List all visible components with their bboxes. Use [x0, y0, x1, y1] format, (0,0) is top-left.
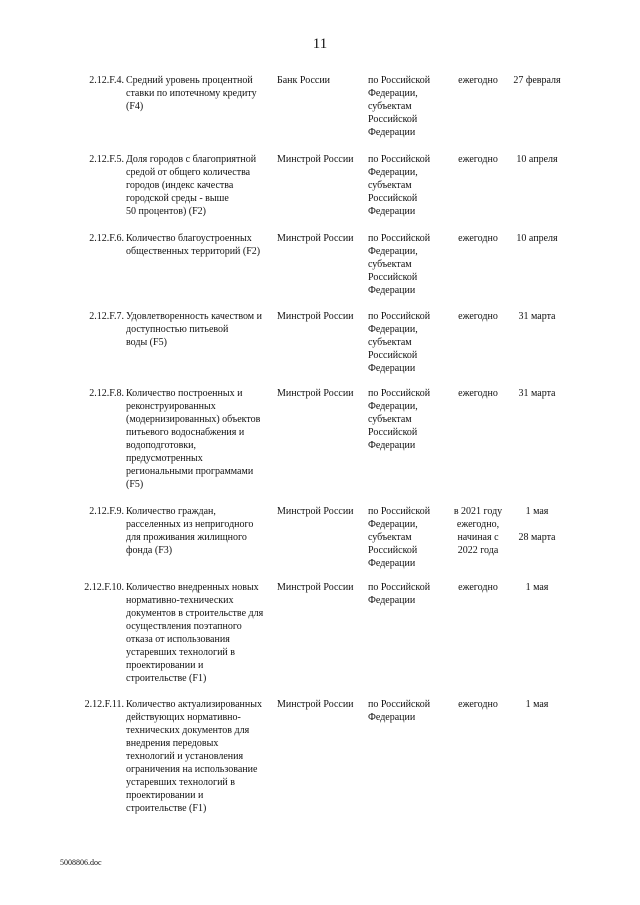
aggregation-level: по Российской Федерации, субъектам Российской Федерации: [368, 233, 431, 296]
aggregation-level: по Российской Федерации: [368, 699, 431, 723]
responsible-agency: Минстрой России: [277, 154, 354, 165]
aggregation-level: по Российской Федерации: [368, 582, 431, 606]
responsible-agency: Минстрой России: [277, 582, 354, 593]
frequency: в 2021 году ежегодно, начиная с 2022 года: [453, 506, 503, 556]
frequency: ежегодно: [458, 233, 498, 244]
indicator-name: Количество актуализированных действующих нормативно- технических документов для внедрения передовых технологий и установления ограничения на использование устаревших технологий в проектировании и строительстве (F1): [126, 699, 262, 814]
indicator-name: Доля городов с благоприятной средой от общего количества городов (индекс качества городской среды - выше 50 процентов) (F2): [126, 154, 257, 217]
indicator-number: 2.12.F.8.: [89, 388, 124, 399]
responsible-agency: Минстрой России: [277, 699, 354, 710]
responsible-agency: Банк России: [277, 75, 331, 86]
due-date: 10 апреля: [516, 233, 558, 244]
indicator-number: 2.12.F.9.: [89, 506, 124, 517]
aggregation-level: по Российской Федерации, субъектам Российской Федерации: [368, 311, 431, 374]
responsible-agency: Минстрой России: [277, 388, 354, 399]
indicator-name: Удовлетворенность качеством и доступностью питьевой воды (F5): [126, 311, 262, 348]
indicator-number: 2.12.F.7.: [89, 311, 124, 322]
frequency: ежегодно: [458, 75, 498, 86]
due-date: 10 апреля: [516, 154, 558, 165]
indicator-name: Количество граждан, расселенных из непригодного для проживания жилищного фонда (F3): [126, 506, 254, 556]
due-date: 1 мая: [525, 699, 549, 710]
due-date: 1 мая 28 марта: [518, 506, 556, 543]
indicator-number: 2.12.F.4.: [89, 75, 124, 86]
frequency: ежегодно: [458, 154, 498, 165]
aggregation-level: по Российской Федерации, субъектам Российской Федерации: [368, 154, 431, 217]
indicator-name: Средний уровень процентной ставки по ипотечному кредиту (F4): [126, 75, 257, 112]
frequency: ежегодно: [458, 582, 498, 593]
due-date: 31 марта: [518, 311, 556, 322]
due-date: 27 февраля: [513, 75, 561, 86]
responsible-agency: Минстрой России: [277, 506, 354, 517]
indicator-name: Количество благоустроенных общественных территорий (F2): [126, 233, 261, 257]
indicator-number: 2.12.F.11.: [84, 699, 124, 710]
indicator-name: Количество внедренных новых нормативно-технических документов в строительстве для осуществления поэтапного отказа от использования устаревших технологий в проектировании и строительстве (F1): [126, 582, 264, 684]
indicator-number: 2.12.F.6.: [89, 233, 124, 244]
indicator-number: 2.12.F.10.: [84, 582, 124, 593]
document-file-name: 5008806.doc: [60, 858, 102, 867]
frequency: ежегодно: [458, 388, 498, 399]
frequency: ежегодно: [458, 311, 498, 322]
due-date: 31 марта: [518, 388, 556, 399]
responsible-agency: Минстрой России: [277, 311, 354, 322]
responsible-agency: Минстрой России: [277, 233, 354, 244]
indicator-name: Количество построенных и реконструированных (модернизированных) объектов питьевого водоснабжения и водоподготовки, предусмотренных региональными программами (F5): [126, 388, 261, 490]
aggregation-level: по Российской Федерации, субъектам Российской Федерации: [368, 388, 431, 451]
indicator-number: 2.12.F.5.: [89, 154, 124, 165]
due-date: 1 мая: [525, 582, 549, 593]
frequency: ежегодно: [458, 699, 498, 710]
aggregation-level: по Российской Федерации, субъектам Российской Федерации: [368, 75, 431, 138]
aggregation-level: по Российской Федерации, субъектам Российской Федерации: [368, 506, 431, 569]
page-number: 11: [312, 36, 328, 52]
